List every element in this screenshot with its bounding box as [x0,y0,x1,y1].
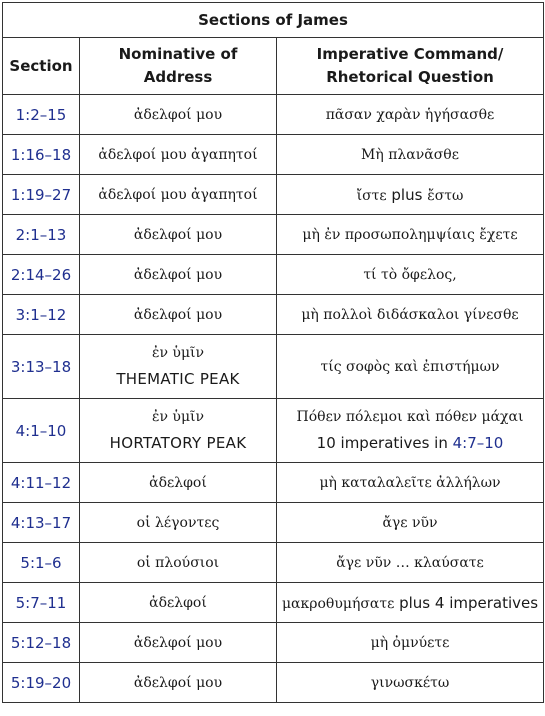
imperative-cell: τίς σοφὸς καὶ ἐπιστήμων [277,335,544,399]
imperative-cell: γινωσκέτω [277,663,544,703]
section-ref[interactable]: 5:19–20 [3,663,80,703]
table-row [3,399,544,463]
section-ref[interactable]: 1:16–18 [3,135,80,175]
table-row [3,255,544,295]
imperative-cell: Μὴ πλανᾶσθε [277,135,544,175]
section-ref[interactable]: 1:2–15 [3,95,80,135]
section-ref[interactable]: 3:1–12 [3,295,80,335]
nominative-cell: ἀδελφοί μου [80,663,277,703]
imperative-cell: πᾶσαν χαρὰν ἡγήσασθε [277,95,544,135]
header-nominative: Nominative of Address [80,38,277,95]
section-ref[interactable]: 5:1–6 [3,543,80,583]
nominative-cell: ἀδελφοί μου [80,295,277,335]
nominative-cell: οἱ λέγοντες [80,503,277,543]
imperative-cell: ἄγε νῦν … κλαύσατε [277,543,544,583]
imperative-cell: ἄγε νῦν [277,503,544,543]
nominative-cell: ἀδελφοί μου ἀγαπητοί [80,175,277,215]
title-row [3,3,544,38]
nominative-cell: ἀδελφοί μου [80,623,277,663]
sections-table [2,2,544,703]
nominative-cell: ἀδελφοί [80,583,277,623]
imperative-cell [277,583,544,623]
header-imperative-line1: Imperative Command/ [316,45,504,63]
imperative-cell: μὴ καταλαλεῖτε ἀλλήλων [277,463,544,503]
nominative-cell: οἱ πλούσιοι [80,543,277,583]
imperative-cell: μὴ ὀμνύετε [277,623,544,663]
section-ref[interactable]: 4:13–17 [3,503,80,543]
table-title: Sections of James [3,3,544,38]
imperative-cell: μὴ πολλοὶ διδάσκαλοι γίνεσθε [277,295,544,335]
table-row [3,215,544,255]
section-ref[interactable]: 1:19–27 [3,175,80,215]
table-row [3,663,544,703]
imperative-greek-b: ἔστω [427,187,464,204]
imperative-ref-link[interactable]: 4:7–10 [452,434,504,452]
section-ref[interactable]: 5:7–11 [3,583,80,623]
nominative-cell: ἀδελφοί μου [80,255,277,295]
imperative-cell [277,399,544,463]
table-row [3,95,544,135]
table-row [3,503,544,543]
table-row [3,543,544,583]
section-ref[interactable]: 5:12–18 [3,623,80,663]
table-row [3,295,544,335]
header-imperative [277,38,544,95]
nominative-cell: ἀδελφοί μου [80,215,277,255]
header-row [3,38,544,95]
imperative-plus: plus [386,185,428,204]
nominative-line1: ἐν ὑμῖν [151,409,205,425]
imperative-greek-a: μακροθυμήσατε [281,595,395,612]
imperative-cell: μὴ ἐν προσωπολημψίαις ἔχετε [277,215,544,255]
imperative-cell: τί τὸ ὄφελος, [277,255,544,295]
imperative-count-text: 10 imperatives in [316,434,453,452]
table-row [3,335,544,399]
imperative-line1: Πόθεν πόλεμοι καὶ πόθεν μάχαι [296,409,524,425]
section-ref[interactable]: 2:14–26 [3,255,80,295]
section-ref[interactable]: 3:13–18 [3,335,80,399]
nominative-cell [80,399,277,463]
peak-label: HORTATORY PEAK [109,434,247,452]
imperative-cell [277,175,544,215]
imperative-line2 [280,434,540,452]
table-row [3,135,544,175]
nominative-cell: ἀδελφοί μου [80,95,277,135]
table-row [3,623,544,663]
nominative-cell [80,335,277,399]
nominative-cell: ἀδελφοί [80,463,277,503]
table-row [3,175,544,215]
imperative-greek-a: ἴστε [356,187,387,204]
imperative-plus: plus 4 imperatives [394,593,539,612]
section-ref[interactable]: 2:1–13 [3,215,80,255]
nominative-cell: ἀδελφοί μου ἀγαπητοί [80,135,277,175]
table-row [3,463,544,503]
peak-label: THEMATIC PEAK [116,370,240,388]
section-ref[interactable]: 4:1–10 [3,399,80,463]
table-row [3,583,544,623]
header-section: Section [3,38,80,95]
nominative-line1: ἐν ὑμῖν [151,345,205,361]
section-ref[interactable]: 4:11–12 [3,463,80,503]
header-imperative-line2: Rhetorical Question [326,68,494,86]
